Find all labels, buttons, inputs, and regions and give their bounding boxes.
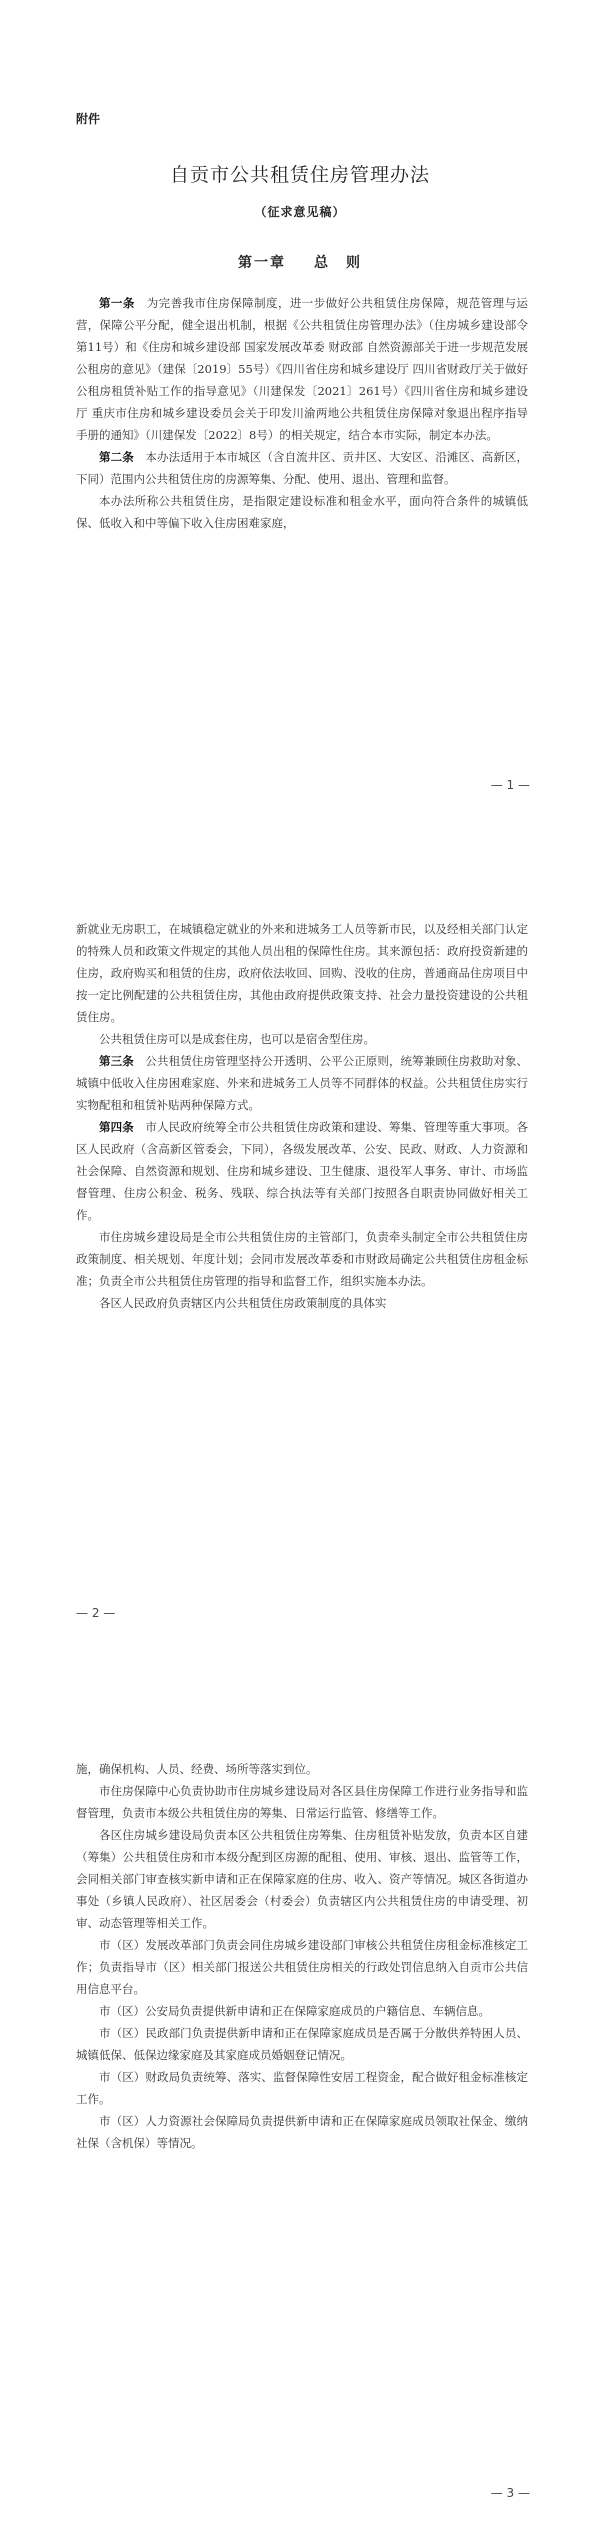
article-1 (76, 292, 528, 446)
paragraph: 本办法所称公共租赁住房，是指限定建设标准和租金水平，面向符合条件的城镇低保、低收入和中等偏下收入住房困难家庭， (76, 494, 528, 530)
article-3-text: 公共租赁住房管理坚持公开透明、公平公正原则，统筹兼顾住房救助对象、城镇中低收入住房困难家庭、外来和进城务工人员等不同群体的权益。公共租赁住房实行实物配租和租赁补贴两种保障方式。 (76, 1054, 529, 1112)
paragraph: 各区人民政府负责辖区内公共租赁住房政策制度的具体实 (99, 1296, 387, 1310)
article-2-label: 第二条 (99, 450, 134, 464)
paragraph: 施，确保机构、人员、经费、场所等落实到位。 (76, 1762, 318, 1776)
paragraph: 市（区）民政部门负责提供新申请和正在保障家庭成员是否属于分散供养特困人员、城镇低保、低保边缘家庭及其家庭成员婚姻登记情况。 (76, 2026, 528, 2062)
attachment-label: 附件 (76, 112, 101, 126)
article-2-text: 本办法适用于本市城区（含自流井区、贡井区、大安区、沿滩区、高新区，下同）范围内公共租赁住房的房源筹集、分配、使用、退出、管理和监督。 (76, 450, 529, 486)
chapter-heading (0, 252, 600, 272)
article-4-label: 第四条 (99, 1120, 134, 1134)
page-number: — 1 — (490, 778, 530, 792)
page-3 (0, 1700, 600, 2546)
paragraph: 各区住房城乡建设局负责本区公共租赁住房筹集、住房租赁补贴发放，负责本区自建（筹集）公共租赁住房和市本级分配到区房源的配租、使用、审核、退出、监管等工作，会同相关部门审查核实新申请和正在保障家庭的住房、收入、资产等情况。城区各街道办事处（乡镇人民政府）、社区居委会（村委会）负责辖区内公共租赁住房的申请受理、初审、动态管理等相关工作。 (76, 1828, 528, 1930)
paragraph: 市住房保障中心负责协助市住房城乡建设局对各区县住房保障工作进行业务指导和监督管理，负责市本级公共租赁住房的筹集、日常运行监管、修缮等工作。 (76, 1784, 528, 1820)
document-title: 自贡市公共租赁住房管理办法 (169, 164, 430, 186)
page-number: — 3 — (490, 2486, 530, 2500)
document-subtitle: （征求意见稿） (254, 205, 346, 219)
article-2 (76, 446, 528, 490)
article-4 (76, 1116, 528, 1226)
paragraph: 公共租赁住房可以是成套住房，也可以是宿舍型住房。 (99, 1032, 375, 1046)
article-4-text: 市人民政府统筹全市公共租赁住房政策和建设、筹集、管理等重大事项。各区人民政府（含高新区管委会，下同），各级发展改革、公安、民政、财政、人力资源和社会保障、自然资源和规划、住房和城乡建设、卫生健康、退役军人事务、审计、市场监督管理、住房公积金、税务、残联、综合执法等有关部门按照各自职责协同做好相关工作。 (76, 1120, 529, 1222)
paragraph: 市（区）财政局负责统筹、落实、监督保障性安居工程资金，配合做好租金标准核定工作。 (76, 2070, 528, 2106)
page-1 (0, 0, 600, 820)
article-3-label: 第三条 (99, 1054, 134, 1068)
page-3-body (76, 1758, 528, 2154)
page-2 (0, 860, 600, 1660)
paragraph: 市住房城乡建设局是全市公共租赁住房的主管部门，负责牵头制定全市公共租赁住房政策制度、相关规划、年度计划；会同市发展改革委和市财政局确定公共租赁住房租金标准；负责全市公共租赁住房管理的指导和监督工作，组织实施本办法。 (76, 1230, 528, 1288)
chapter-name: 总 则 (314, 255, 362, 271)
page-number: — 2 — (76, 1606, 116, 1620)
article-1-label: 第一条 (99, 296, 135, 310)
article-1-text: 为完善我市住房保障制度，进一步做好公共租赁住房保障，规范管理与运营，保障公平分配，健全退出机制，根据《公共租赁住房管理办法》（住房城乡建设部令第11号）和《住房和城乡建设部 国家发展改革委 财政部 自然资源部关于进一步规范发展公租房的意见》（建保〔2019〕55号）《四川省住房和城乡建设厅 四川省财政厅关于做好公租房租赁补贴工作的指导意见》（川建保发〔2021〕261号）《四川省住房和城乡建设厅 重庆市住房和城乡建设委员会关于印发川渝两地公共租赁住房保障对象退出程序指导手册的通知》（川建保发〔2022〕8号）的相关规定，结合本市实际，制定本办法。 (76, 296, 529, 442)
paragraph: 市（区）公安局负责提供新申请和正在保障家庭成员的户籍信息、车辆信息。 (99, 2004, 490, 2018)
paragraph: 市（区）发展改革部门负责会同住房城乡建设部门审核公共租赁住房租金标准核定工作；负责指导市（区）相关部门报送公共租赁住房相关的行政处罚信息纳入自贡市公共信用信息平台。 (76, 1938, 528, 1996)
paragraph: 新就业无房职工，在城镇稳定就业的外来和进城务工人员等新市民，以及经相关部门认定的特殊人员和政策文件规定的其他人员出租的保障性住房。其来源包括：政府投资新建的住房，政府购买和租赁的住房，政府依法收回、回购、没收的住房，普通商品住房项目中按一定比例配建的公共租赁住房，其他由政府提供政策支持、社会力量投资建设的公共租赁住房。 (76, 922, 528, 1024)
paragraph: 市（区）人力资源社会保障局负责提供新申请和正在保障家庭成员领取社保金、缴纳社保（含机保）等情况。 (76, 2114, 528, 2150)
page-2-body (76, 918, 528, 1314)
article-3 (76, 1050, 528, 1116)
page-1-body (76, 292, 528, 534)
chapter-number: 第一章 (238, 255, 286, 271)
